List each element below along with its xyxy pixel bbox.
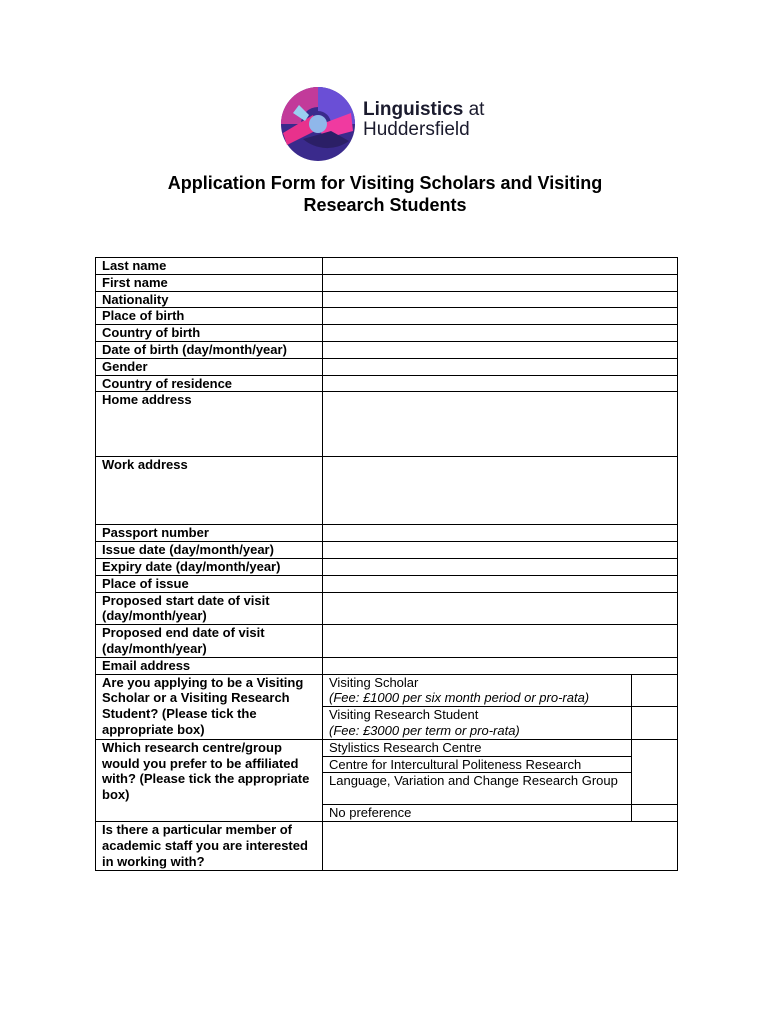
staff-member-input[interactable]: [323, 822, 678, 870]
field-label: Place of issue: [96, 575, 323, 592]
option-label: Visiting Scholar: [329, 674, 419, 690]
option-language-variation: Language, Variation and Change Research Group: [323, 773, 632, 805]
field-label: Issue date (day/month/year): [96, 542, 323, 559]
page-title: [100, 172, 670, 216]
place-of-issue-input[interactable]: [323, 575, 678, 592]
logo-emblem-icon: [279, 85, 357, 163]
logo-text-line2: Huddersfield: [363, 119, 470, 140]
last-name-input[interactable]: [323, 258, 678, 275]
field-label: Which research centre/group would you prefer to be affiliated with? (Please tick the appropriate box): [96, 739, 323, 821]
gender-input[interactable]: [323, 358, 678, 375]
date-of-birth-input[interactable]: [323, 341, 678, 358]
field-label: Are you applying to be a Visiting Scholar or a Visiting Research Student? (Please tick the appropriate box): [96, 674, 323, 739]
field-label: Place of birth: [96, 308, 323, 325]
option-politeness: Centre for Intercultural Politeness Research: [323, 756, 632, 773]
field-label: First name: [96, 274, 323, 291]
field-label: Last name: [96, 258, 323, 275]
field-label: Passport number: [96, 525, 323, 542]
home-address-input[interactable]: [323, 392, 678, 457]
expiry-date-input[interactable]: [323, 558, 678, 575]
option-fee: (Fee: £1000 per six month period or pro-rata): [329, 690, 590, 706]
field-label: Proposed start date of visit (day/month/year): [96, 592, 323, 625]
centre-tick-box[interactable]: [632, 739, 678, 805]
country-of-residence-input[interactable]: [323, 375, 678, 392]
option-visiting-research-student: [323, 707, 632, 740]
field-label: Proposed end date of visit (day/month/year): [96, 625, 323, 658]
work-address-input[interactable]: [323, 457, 678, 525]
visiting-research-student-tick-box[interactable]: [632, 707, 678, 740]
field-label: Nationality: [96, 291, 323, 308]
field-label: Gender: [96, 358, 323, 375]
nationality-input[interactable]: [323, 291, 678, 308]
place-of-birth-input[interactable]: [323, 308, 678, 325]
option-visiting-scholar: [323, 674, 632, 707]
field-label: Country of residence: [96, 375, 323, 392]
option-stylistics: Stylistics Research Centre: [323, 739, 632, 756]
logo-text-bold: Linguistics: [363, 99, 464, 120]
option-label: Visiting Research Student: [329, 707, 479, 723]
field-label: Email address: [96, 657, 323, 674]
field-label: Home address: [96, 392, 323, 457]
field-label: Country of birth: [96, 325, 323, 342]
no-preference-tick-box[interactable]: [632, 805, 678, 822]
field-label: Expiry date (day/month/year): [96, 558, 323, 575]
end-date-input[interactable]: [323, 625, 678, 658]
email-input[interactable]: [323, 657, 678, 674]
logo-text-at: at: [468, 99, 485, 120]
first-name-input[interactable]: [323, 274, 678, 291]
field-label: Is there a particular member of academic staff you are interested in working with?: [96, 822, 323, 870]
option-no-preference: No preference: [323, 805, 632, 822]
visiting-scholar-tick-box[interactable]: [632, 674, 678, 707]
country-of-birth-input[interactable]: [323, 325, 678, 342]
field-label: Work address: [96, 457, 323, 525]
title-line-1: Application Form for Visiting Scholars and Visiting: [167, 173, 603, 193]
application-form-table: [95, 257, 678, 871]
issue-date-input[interactable]: [323, 542, 678, 559]
passport-number-input[interactable]: [323, 525, 678, 542]
logo: [279, 85, 499, 163]
field-label: Date of birth (day/month/year): [96, 341, 323, 358]
option-fee: (Fee: £3000 per term or pro-rata): [329, 722, 520, 738]
title-line-2: Research Students: [303, 195, 467, 215]
start-date-input[interactable]: [323, 592, 678, 625]
